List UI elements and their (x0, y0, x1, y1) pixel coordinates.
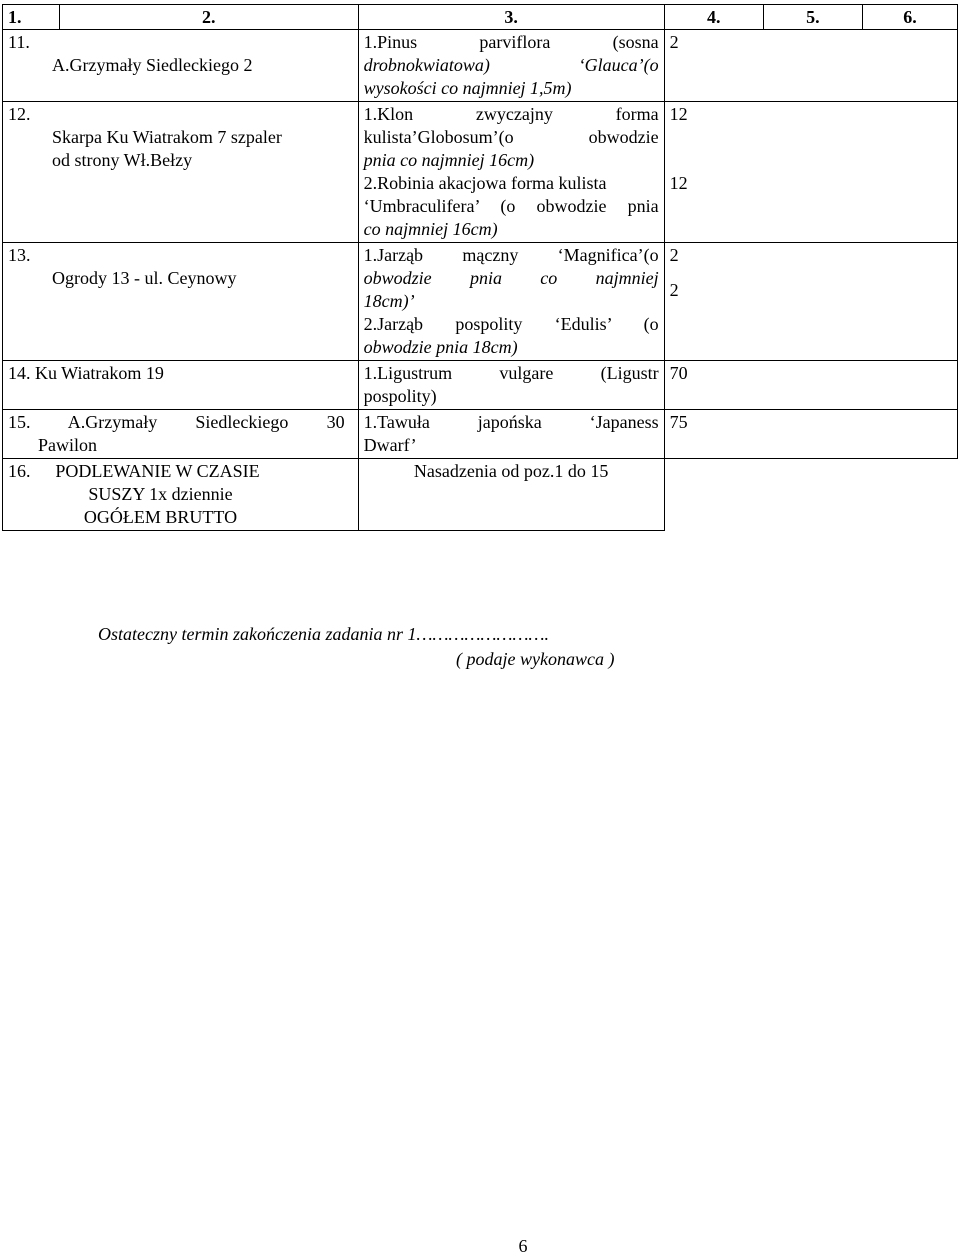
quantity-value: 2 (669, 245, 679, 265)
location-cell (3, 361, 359, 410)
plant-cell (358, 30, 664, 102)
quantity-value: 2 (669, 280, 679, 300)
location-text: PODLEWANIE W CZASIE (55, 461, 260, 481)
plant-text: co najmniej 16cm) (363, 219, 498, 239)
plant-text: ‘Umbraculifera’ (o obwodzie pnia (363, 196, 659, 216)
table-row (3, 243, 958, 361)
plant-text: 2.Robinia akacjowa forma kulista (363, 173, 607, 193)
row-number: 14. (8, 363, 31, 383)
quantity-cell (664, 410, 957, 459)
plant-text: 1.Tawuła japońska ‘Japaness (363, 412, 659, 432)
table-row (3, 102, 958, 243)
header-cell: 3. (358, 5, 664, 30)
plant-text: 1.Pinus parviflora (sosna (363, 32, 659, 52)
row-number: 15. (8, 412, 31, 432)
quantity-cell (664, 243, 957, 361)
location-text: SUSZY 1x dziennie (88, 484, 233, 504)
plant-text: 1.Klon zwyczajny forma (363, 104, 659, 124)
location-text: OGÓŁEM BRUTTO (83, 507, 238, 527)
quantity-value: 12 (669, 173, 688, 193)
plant-text: 1.Jarząb mączny ‘Magnifica’(o (363, 245, 659, 265)
quantity-value: 12 (669, 104, 688, 124)
location-text: Pawilon (38, 435, 98, 455)
plant-text: 18cm)’ (363, 291, 415, 311)
plant-text: drobnokwiatowa) ‘Glauca’(o (363, 55, 659, 75)
header-cell: 5. (763, 5, 862, 30)
deadline-note: ( podaje wykonawca ) (456, 649, 615, 669)
plant-text: obwodzie pnia co najmniej (363, 268, 659, 288)
plant-text: 2.Jarząb pospolity ‘Edulis’ (o (363, 314, 659, 334)
plant-text: pospolity) (363, 386, 437, 406)
plant-text: kulista’Globosum’(o obwodzie (363, 127, 659, 147)
table-header-row (3, 5, 958, 30)
header-cell: 2. (59, 5, 358, 30)
location-cell (3, 243, 359, 361)
row-number: 12. (8, 104, 31, 124)
plant-cell (358, 102, 664, 243)
row-number: 11. (8, 32, 30, 52)
quantity-value: 2 (669, 32, 679, 52)
plant-cell (358, 459, 664, 531)
plant-text: Nasadzenia od poz.1 do 15 (413, 461, 609, 481)
plant-text: 1.Ligustrum vulgare (Ligustr (363, 363, 659, 383)
table-row (3, 30, 958, 102)
location-text: Skarpa Ku Wiatrakom 7 szpaler (52, 127, 282, 147)
table-row (3, 410, 958, 459)
location-cell (3, 30, 359, 102)
quantity-cell (664, 361, 957, 410)
header-cell: 6. (862, 5, 957, 30)
location-cell (3, 459, 359, 531)
location-text: A.Grzymały Siedleckiego 2 (52, 55, 253, 75)
row-number: 13. (8, 245, 31, 265)
quantity-cell (664, 102, 957, 243)
location-text: Ku Wiatrakom 19 (35, 363, 164, 383)
location-text: A.Grzymały Siedleckiego 30 (67, 412, 345, 432)
location-text: Ogrody 13 - ul. Ceynowy (52, 268, 237, 288)
plant-cell (358, 361, 664, 410)
quantity-value: 75 (669, 412, 688, 432)
table-row (3, 459, 958, 531)
quantity-cell (664, 30, 957, 102)
plant-cell (358, 410, 664, 459)
table-row (3, 361, 958, 410)
empty-cell (664, 459, 957, 531)
header-cell: 4. (664, 5, 763, 30)
location-cell (3, 410, 359, 459)
location-cell (3, 102, 359, 243)
deadline-text: Ostateczny termin zakończenia zadania nr 1……………………. (98, 624, 550, 644)
page-number: 6 (518, 1236, 528, 1256)
plant-text: pnia co najmniej 16cm) (363, 150, 535, 170)
quantity-value: 70 (669, 363, 688, 383)
plant-text: obwodzie pnia 18cm) (363, 337, 518, 357)
header-cell: 1. (3, 5, 60, 30)
plant-text: Dwarf’ (363, 435, 417, 455)
completion-deadline (98, 622, 798, 672)
row-number: 16. (8, 461, 31, 481)
plant-cell (358, 243, 664, 361)
location-text: od strony Wł.Bełzy (52, 150, 193, 170)
planting-table (2, 4, 958, 531)
plant-text: wysokości co najmniej 1,5m) (363, 78, 572, 98)
